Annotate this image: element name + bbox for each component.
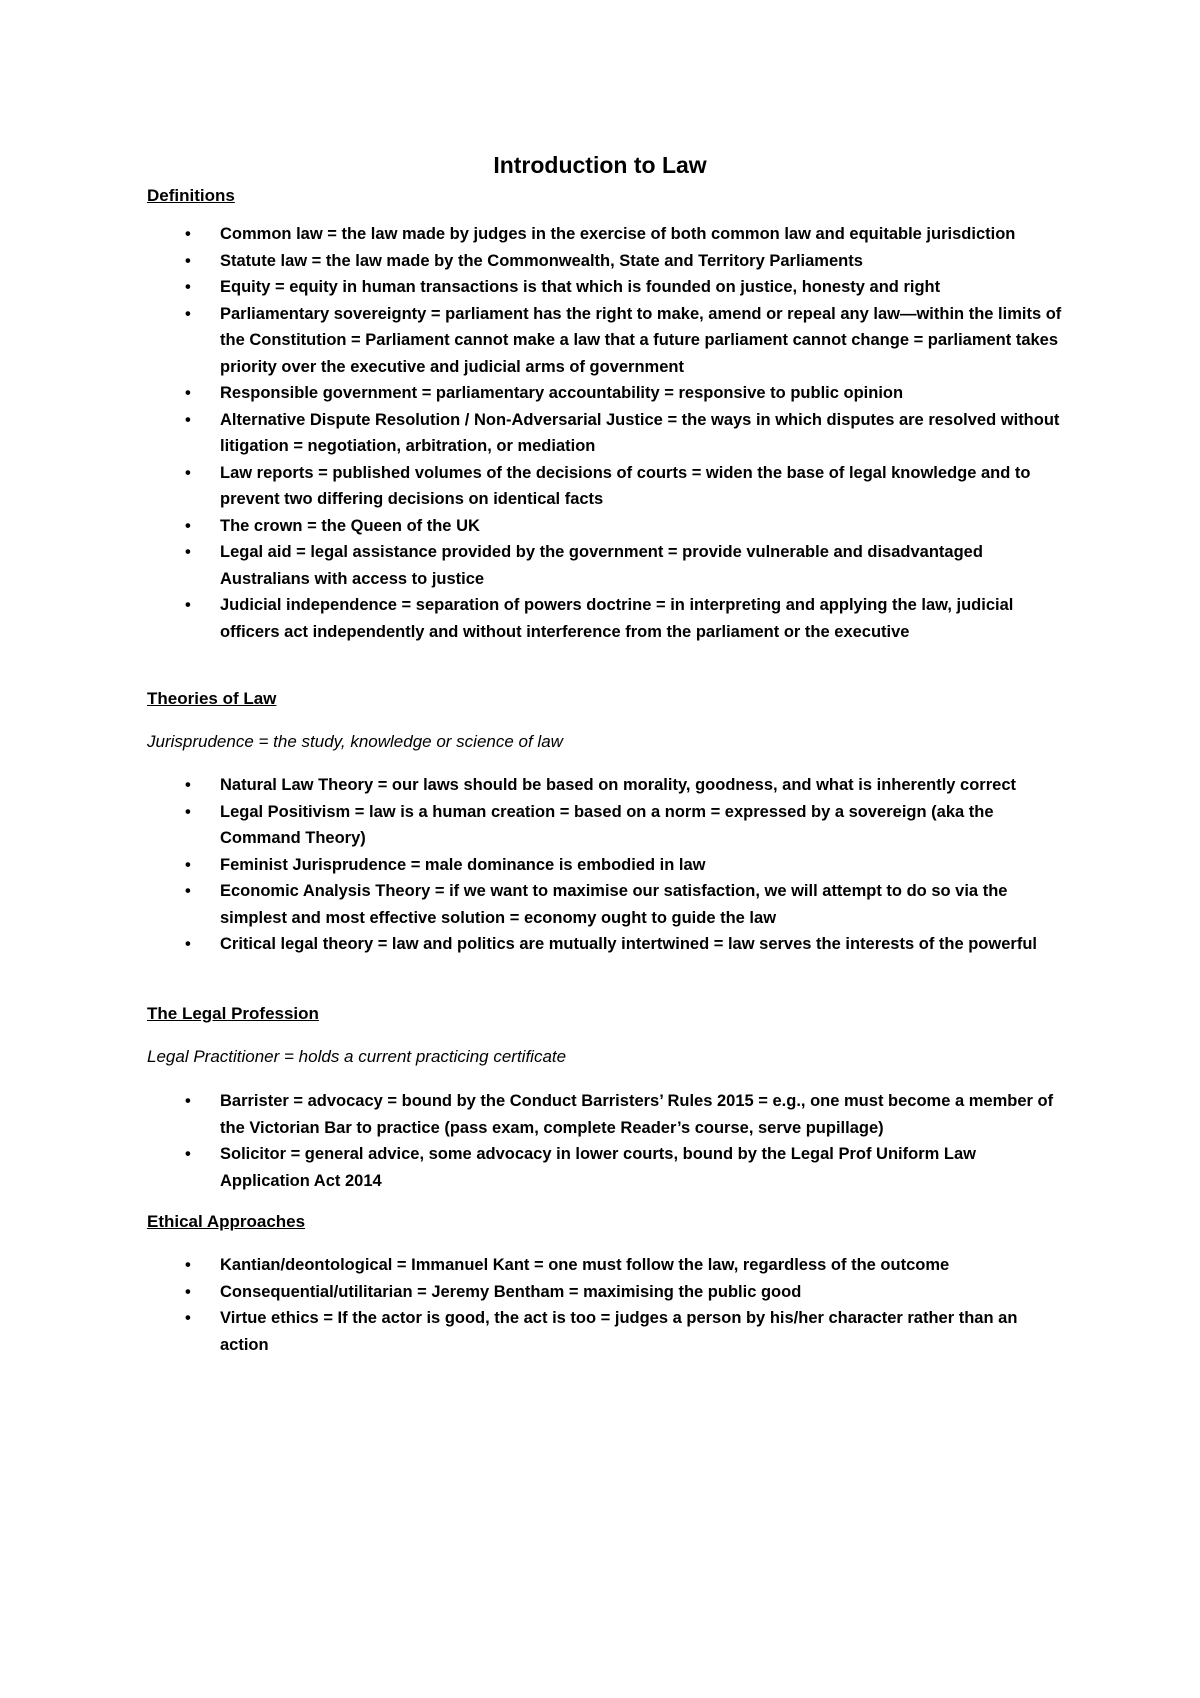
list-item: • Legal Positivism = law is a human creation = based on a norm = expressed by a sovereign (aka the Command Theory) (185, 799, 1065, 852)
section-heading-legal-profession: The Legal Profession (147, 1004, 319, 1023)
list-item: • Statute law = the law made by the Commonwealth, State and Territory Parliaments (185, 248, 1065, 275)
list-item: • The crown = the Queen of the UK (185, 513, 1065, 540)
theories-list (185, 772, 1065, 958)
definitions-list (185, 221, 1065, 645)
bullet-icon: • (185, 1145, 191, 1163)
bullet-icon: • (185, 1282, 191, 1301)
bullet-icon: • (185, 410, 191, 429)
list-item: • Kantian/deontological = Immanuel Kant = one must follow the law, regardless of the outcome (185, 1252, 1065, 1279)
list-item: • Feminist Jurisprudence = male dominance is embodied in law (185, 852, 1065, 879)
list-item: • Law reports = published volumes of the decisions of courts = widen the base of legal knowledge and to prevent two differing decisions on identical facts (185, 460, 1065, 513)
list-item: • Responsible government = parliamentary accountability = responsive to public opinion (185, 380, 1065, 407)
bullet-icon: • (185, 855, 191, 874)
list-item: • Barrister = advocacy = bound by the Conduct Barristers’ Rules 2015 = e.g., one must become a member of the Victorian Bar to practice (pass exam, complete Reader’s course, serve pupillage) (185, 1088, 1065, 1141)
list-item: • Equity = equity in human transactions is that which is founded on justice, honesty and right (185, 274, 1065, 301)
bullet-icon: • (185, 1309, 191, 1327)
bullet-icon: • (185, 596, 191, 614)
bullet-icon: • (185, 543, 191, 561)
list-item: • Parliamentary sovereignty = parliament has the right to make, amend or repeal any law—within the limits of the Constitution = Parliament cannot make a law that a future parliament cannot change = parliament takes priority over the executive and judicial arms of government (185, 301, 1065, 381)
list-item: • Virtue ethics = If the actor is good, the act is too = judges a person by his/her character rather than an action (185, 1305, 1065, 1358)
bullet-icon: • (185, 802, 191, 821)
list-item: • Common law = the law made by judges in the exercise of both common law and equitable jurisdiction (185, 221, 1065, 248)
bullet-icon: • (185, 384, 191, 402)
bullet-icon: • (185, 935, 191, 953)
bullet-icon: • (185, 304, 191, 323)
section-subheading-legal-practitioner: Legal Practitioner = holds a current practicing certificate (147, 1047, 567, 1066)
list-item: • Consequential/utilitarian = Jeremy Bentham = maximising the public good (185, 1279, 1065, 1306)
list-item: • Critical legal theory = law and politics are mutually intertwined = law serves the interests of the powerful (185, 931, 1065, 958)
bullet-icon: • (185, 278, 191, 296)
list-item: • Judicial independence = separation of powers doctrine = in interpreting and applying the law, judicial officers act independently and without interference from the parliament or the executive (185, 592, 1065, 645)
bullet-icon: • (185, 225, 191, 243)
bullet-icon: • (185, 1256, 191, 1274)
list-item: • Legal aid = legal assistance provided by the government = provide vulnerable and disadvantaged Australians with access to justice (185, 539, 1065, 592)
section-subheading-jurisprudence: Jurisprudence = the study, knowledge or science of law (147, 732, 563, 751)
ethical-approaches-list (185, 1252, 1065, 1358)
legal-profession-list (185, 1088, 1065, 1194)
bullet-icon: • (185, 882, 191, 900)
bullet-icon: • (185, 463, 191, 482)
bullet-icon: • (185, 776, 191, 794)
bullet-icon: • (185, 251, 191, 270)
section-heading-definitions: Definitions (147, 186, 235, 205)
section-heading-ethical-approaches: Ethical Approaches (147, 1212, 306, 1231)
bullet-icon: • (185, 516, 191, 535)
list-item: • Economic Analysis Theory = if we want to maximise our satisfaction, we will attempt to do so via the simplest and most effective solution = economy ought to guide the law (185, 878, 1065, 931)
section-heading-theories-of-law: Theories of Law (147, 689, 277, 708)
bullet-icon: • (185, 1092, 191, 1110)
page-title: Introduction to Law (493, 152, 707, 178)
list-item: • Natural Law Theory = our laws should be based on morality, goodness, and what is inherently correct (185, 772, 1065, 799)
list-item: • Solicitor = general advice, some advocacy in lower courts, bound by the Legal Prof Uniform Law Application Act 2014 (185, 1141, 1065, 1194)
list-item: • Alternative Dispute Resolution / Non-Adversarial Justice = the ways in which disputes are resolved without litigation = negotiation, arbitration, or mediation (185, 407, 1065, 460)
